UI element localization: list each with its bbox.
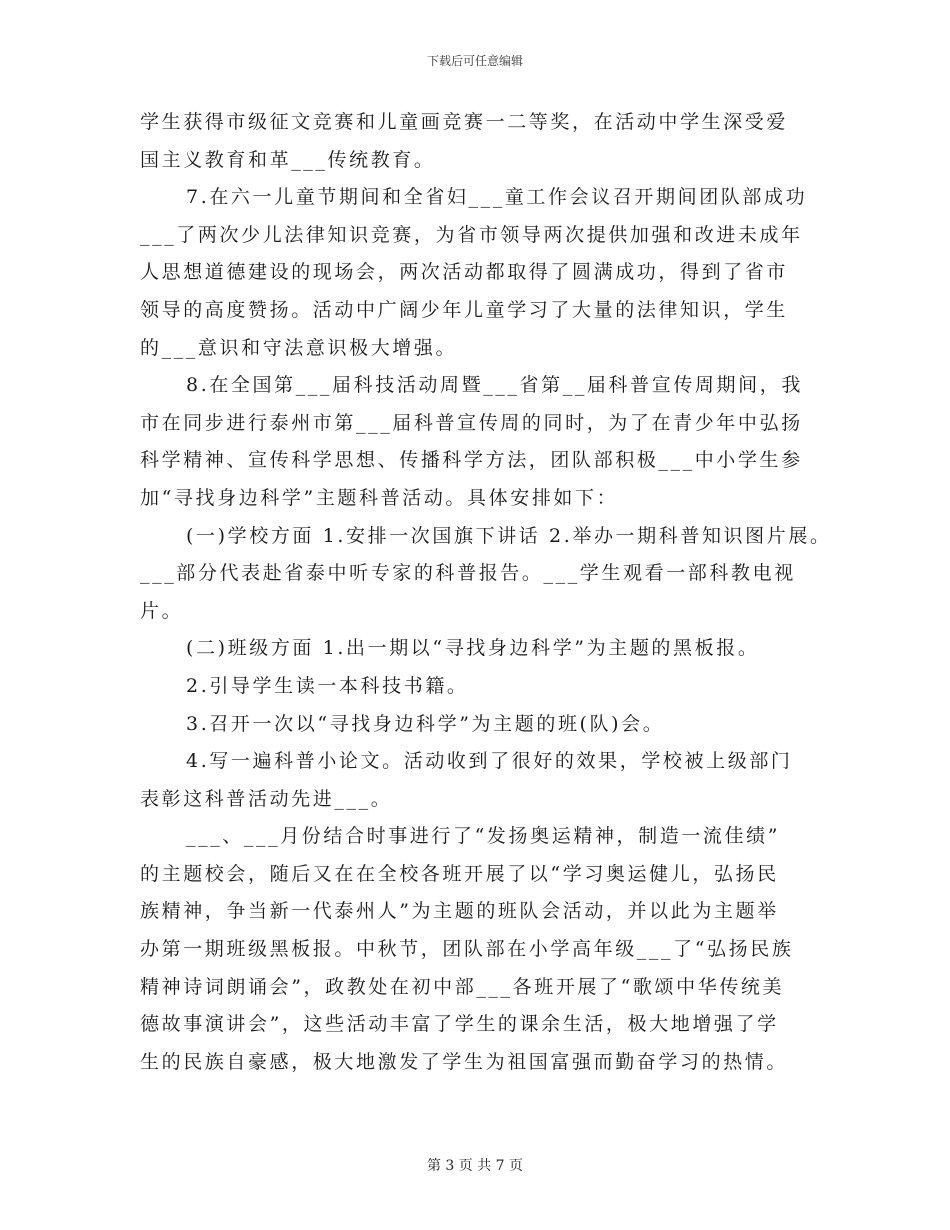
text-line: 精神诗词朗诵会”，政教处在初中部___各班开展了“歌颂中华传统美	[140, 975, 785, 998]
text-line: 表彰这科普活动先进___。	[140, 787, 393, 810]
page-footer: 第 3 页 共 7 页	[426, 1158, 524, 1174]
text-line: 德故事演讲会”，这些活动丰富了学生的课余生活，极大地增强了学	[140, 1013, 779, 1036]
text-line: 国主义教育和革___传统教育。	[140, 148, 436, 171]
text-line: 的___意识和守法意识极大增强。	[140, 336, 458, 359]
text-line: 领导的高度赞扬。活动中广阔少年儿童学习了大量的法律知识，学生	[140, 298, 789, 321]
text-line: ___部分代表赴省泰中听专家的科普报告。___学生观看一部科教电视	[140, 562, 796, 585]
text-line: ___了两次少儿法律知识竞赛，为省市领导两次提供加强和改进未成年	[140, 223, 803, 246]
text-line: 族精神，争当新一代泰州人”为主题的班队会活动，并以此为主题举	[140, 900, 779, 923]
text-line: 科学精神、宣传科学思想、传播科学方法，团队部积极___中小学生参	[140, 449, 803, 472]
document-body	[140, 104, 832, 1081]
text-line: 3.召开一次以“寻找身边科学”为主题的班(队)会。	[186, 712, 665, 735]
text-line: 的主题校会，随后又在在全校各班开展了以“学习奥运健儿，弘扬民	[140, 862, 779, 885]
text-line: 8.在全国第___届科技活动周暨___省第__届科普宣传周期间，我	[186, 374, 803, 397]
text-line: (二)班级方面 1.出一期以“寻找身边科学”为主题的黑板报。	[186, 637, 760, 660]
text-line: 办第一期班级黑板报。中秋节，团队部在小学高年级___了“弘扬民族	[140, 938, 794, 961]
text-line: 片。	[140, 599, 184, 622]
text-line: 人思想道德建设的现场会，两次活动都取得了圆满成功，得到了省市	[140, 261, 789, 284]
text-line: ___、___月份结合时事进行了“发扬奥运精神，制造一流佳绩”	[186, 825, 781, 848]
page-header: 下载后可任意编辑	[426, 54, 523, 68]
text-line: 2.引导学生读一本科技书籍。	[186, 674, 469, 697]
text-line: 生的民族自豪感，极大地激发了学生为祖国富强而勤奋学习的热情。	[140, 1050, 789, 1073]
text-line: 4.写一遍科普小论文。活动收到了很好的效果，学校被上级部门	[186, 750, 793, 773]
text-line: 市在同步进行泰州市第___届科普宣传周的同时，为了在青少年中弘扬	[140, 411, 803, 434]
text-line: 加“寻找身边科学”主题科普活动。具体安排如下：	[140, 486, 619, 509]
text-line: (一)学校方面 1.安排一次国旗下讲话 2.举办一期科普知识图片展。	[186, 524, 832, 547]
text-line: 学生获得市级征文竞赛和儿童画竞赛一二等奖，在活动中学生深受爱	[140, 111, 789, 133]
text-line: 7.在六一儿童节期间和全省妇___童工作会议召开期间团队部成功	[186, 186, 808, 209]
